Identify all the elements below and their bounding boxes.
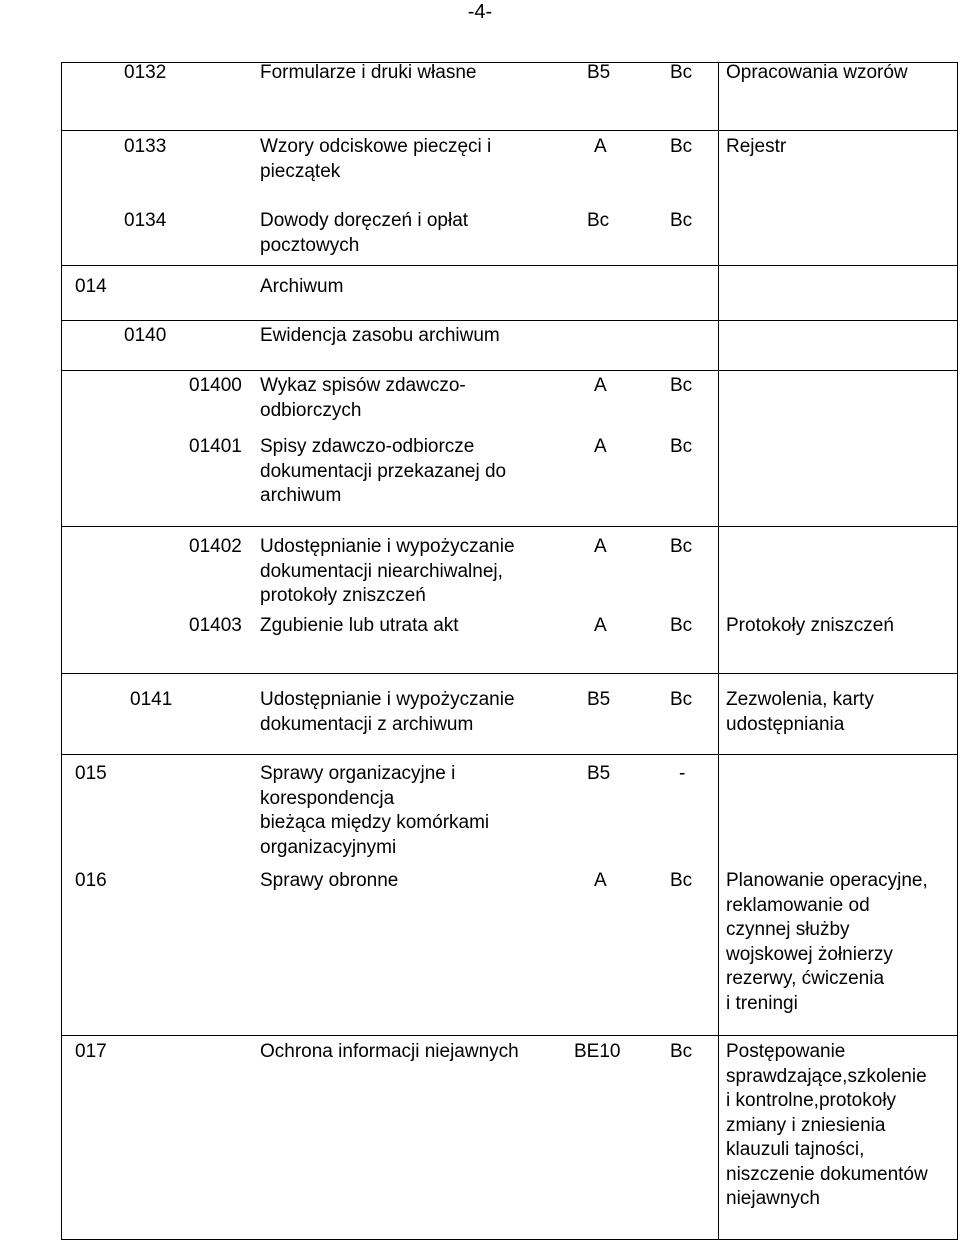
- title-line: korespondencja: [260, 787, 395, 809]
- row-title: Zgubienie lub utrata akt: [260, 615, 459, 636]
- title-line: Wzory odciskowe pieczęci i: [260, 136, 492, 157]
- row-category: A: [594, 870, 607, 891]
- notes-line: klauzuli tajności,: [726, 1139, 865, 1160]
- row-title: [260, 688, 515, 737]
- title-line: Sprawy organizacyjne i: [260, 763, 456, 784]
- row-category: A: [594, 375, 607, 396]
- row-symbol: 016: [75, 870, 107, 891]
- column-divider: [718, 62, 719, 1239]
- row-category: B5: [587, 763, 611, 784]
- row-category: Bc: [587, 210, 610, 231]
- title-line: Wykaz spisów zdawczo-: [260, 375, 466, 396]
- row-category: B5: [587, 62, 611, 83]
- title-line: Dowody doręczeń i opłat: [260, 210, 469, 231]
- table-border-left: [61, 62, 62, 1239]
- row-title: [260, 209, 468, 258]
- row-notes: [726, 688, 874, 737]
- row-other-category: Bc: [670, 436, 693, 457]
- row-symbol: 01403: [189, 615, 242, 636]
- row-other-category: Bc: [670, 870, 693, 891]
- notes-line: reklamowanie od: [726, 894, 870, 916]
- notes-line: czynnej służby: [726, 919, 850, 940]
- row-title: Ewidencja zasobu archiwum: [260, 325, 500, 346]
- title-line: Udostępnianie i wypożyczanie: [260, 536, 515, 557]
- notes-line: Postępowanie: [726, 1041, 846, 1062]
- row-divider: [61, 265, 958, 266]
- notes-line: Zezwolenia, karty: [726, 689, 874, 710]
- row-symbol: 01402: [189, 536, 242, 557]
- table-border-bottom: [61, 1239, 958, 1240]
- notes-line: rezerwy, ćwiczenia: [726, 968, 885, 989]
- notes-line: niejawnych: [726, 1188, 820, 1209]
- row-notes: Rejestr: [726, 136, 787, 157]
- row-symbol: 01400: [189, 375, 242, 396]
- row-other-category: Bc: [670, 1041, 693, 1062]
- row-symbol: 0141: [130, 689, 173, 710]
- row-divider: [61, 320, 958, 321]
- row-category: A: [594, 615, 607, 636]
- notes-line: wojskowej żołnierzy: [726, 943, 893, 965]
- row-symbol: 0140: [124, 325, 167, 346]
- title-line: dokumentacji niearchiwalnej,: [260, 560, 503, 582]
- row-divider: [61, 526, 958, 527]
- row-title: [260, 435, 506, 509]
- row-other-category: Bc: [670, 689, 693, 710]
- row-symbol: 015: [75, 763, 107, 784]
- row-title: [260, 535, 515, 609]
- notes-line: sprawdzające,szkolenie: [726, 1065, 927, 1087]
- row-symbol: 01401: [189, 436, 242, 457]
- row-category: A: [594, 136, 607, 157]
- row-title: [260, 374, 466, 423]
- title-line: bieżąca między komórkami: [260, 812, 490, 833]
- row-symbol: 017: [75, 1041, 107, 1062]
- row-notes: [726, 869, 928, 1016]
- title-line: protokoły zniszczeń: [260, 585, 426, 606]
- page-number: -4-: [467, 1, 493, 23]
- notes-line: i treningi: [726, 992, 798, 1014]
- notes-line: Planowanie operacyjne,: [726, 870, 928, 891]
- row-divider: [61, 1035, 958, 1036]
- row-divider: [61, 673, 958, 674]
- row-title: Sprawy obronne: [260, 870, 399, 891]
- row-title: Formularze i druki własne: [260, 62, 477, 83]
- row-title: [260, 762, 489, 860]
- row-symbol: 0133: [124, 136, 167, 157]
- row-notes: [726, 1040, 928, 1212]
- title-line: Spisy zdawczo-odbiorcze: [260, 436, 475, 457]
- notes-line: niszczenie dokumentów: [726, 1163, 928, 1185]
- row-other-category: Bc: [670, 375, 693, 396]
- title-line: organizacyjnymi: [260, 836, 397, 858]
- row-divider: [61, 370, 958, 371]
- title-line: pieczątek: [260, 160, 341, 182]
- title-line: dokumentacji przekazanej do: [260, 460, 507, 482]
- title-line: archiwum: [260, 485, 342, 506]
- row-divider: [61, 754, 958, 755]
- row-other-category: Bc: [670, 536, 693, 557]
- row-category: BE10: [574, 1041, 621, 1062]
- table-border-right: [957, 62, 958, 1239]
- row-divider: [61, 130, 958, 131]
- notes-line: udostępniania: [726, 713, 845, 735]
- row-notes: Protokoły zniszczeń: [726, 615, 894, 636]
- row-other-category: Bc: [670, 62, 693, 83]
- row-other-category: -: [679, 763, 686, 784]
- title-line: odbiorczych: [260, 399, 362, 421]
- row-category: B5: [587, 689, 611, 710]
- row-notes: Opracowania wzorów: [726, 62, 908, 83]
- row-category: A: [594, 536, 607, 557]
- row-title: Archiwum: [260, 276, 344, 297]
- notes-line: i kontrolne,protokoły: [726, 1090, 897, 1111]
- row-other-category: Bc: [670, 615, 693, 636]
- row-title: Ochrona informacji niejawnych: [260, 1041, 519, 1062]
- notes-line: zmiany i zniesienia: [726, 1114, 886, 1136]
- row-symbol: 0132: [124, 62, 167, 83]
- row-symbol: 0134: [124, 210, 167, 231]
- row-title: [260, 135, 491, 184]
- row-symbol: 014: [75, 276, 107, 297]
- row-other-category: Bc: [670, 210, 693, 231]
- row-other-category: Bc: [670, 136, 693, 157]
- row-category: A: [594, 436, 607, 457]
- title-line: Udostępnianie i wypożyczanie: [260, 689, 515, 710]
- title-line: pocztowych: [260, 234, 360, 256]
- title-line: dokumentacji z archiwum: [260, 713, 474, 735]
